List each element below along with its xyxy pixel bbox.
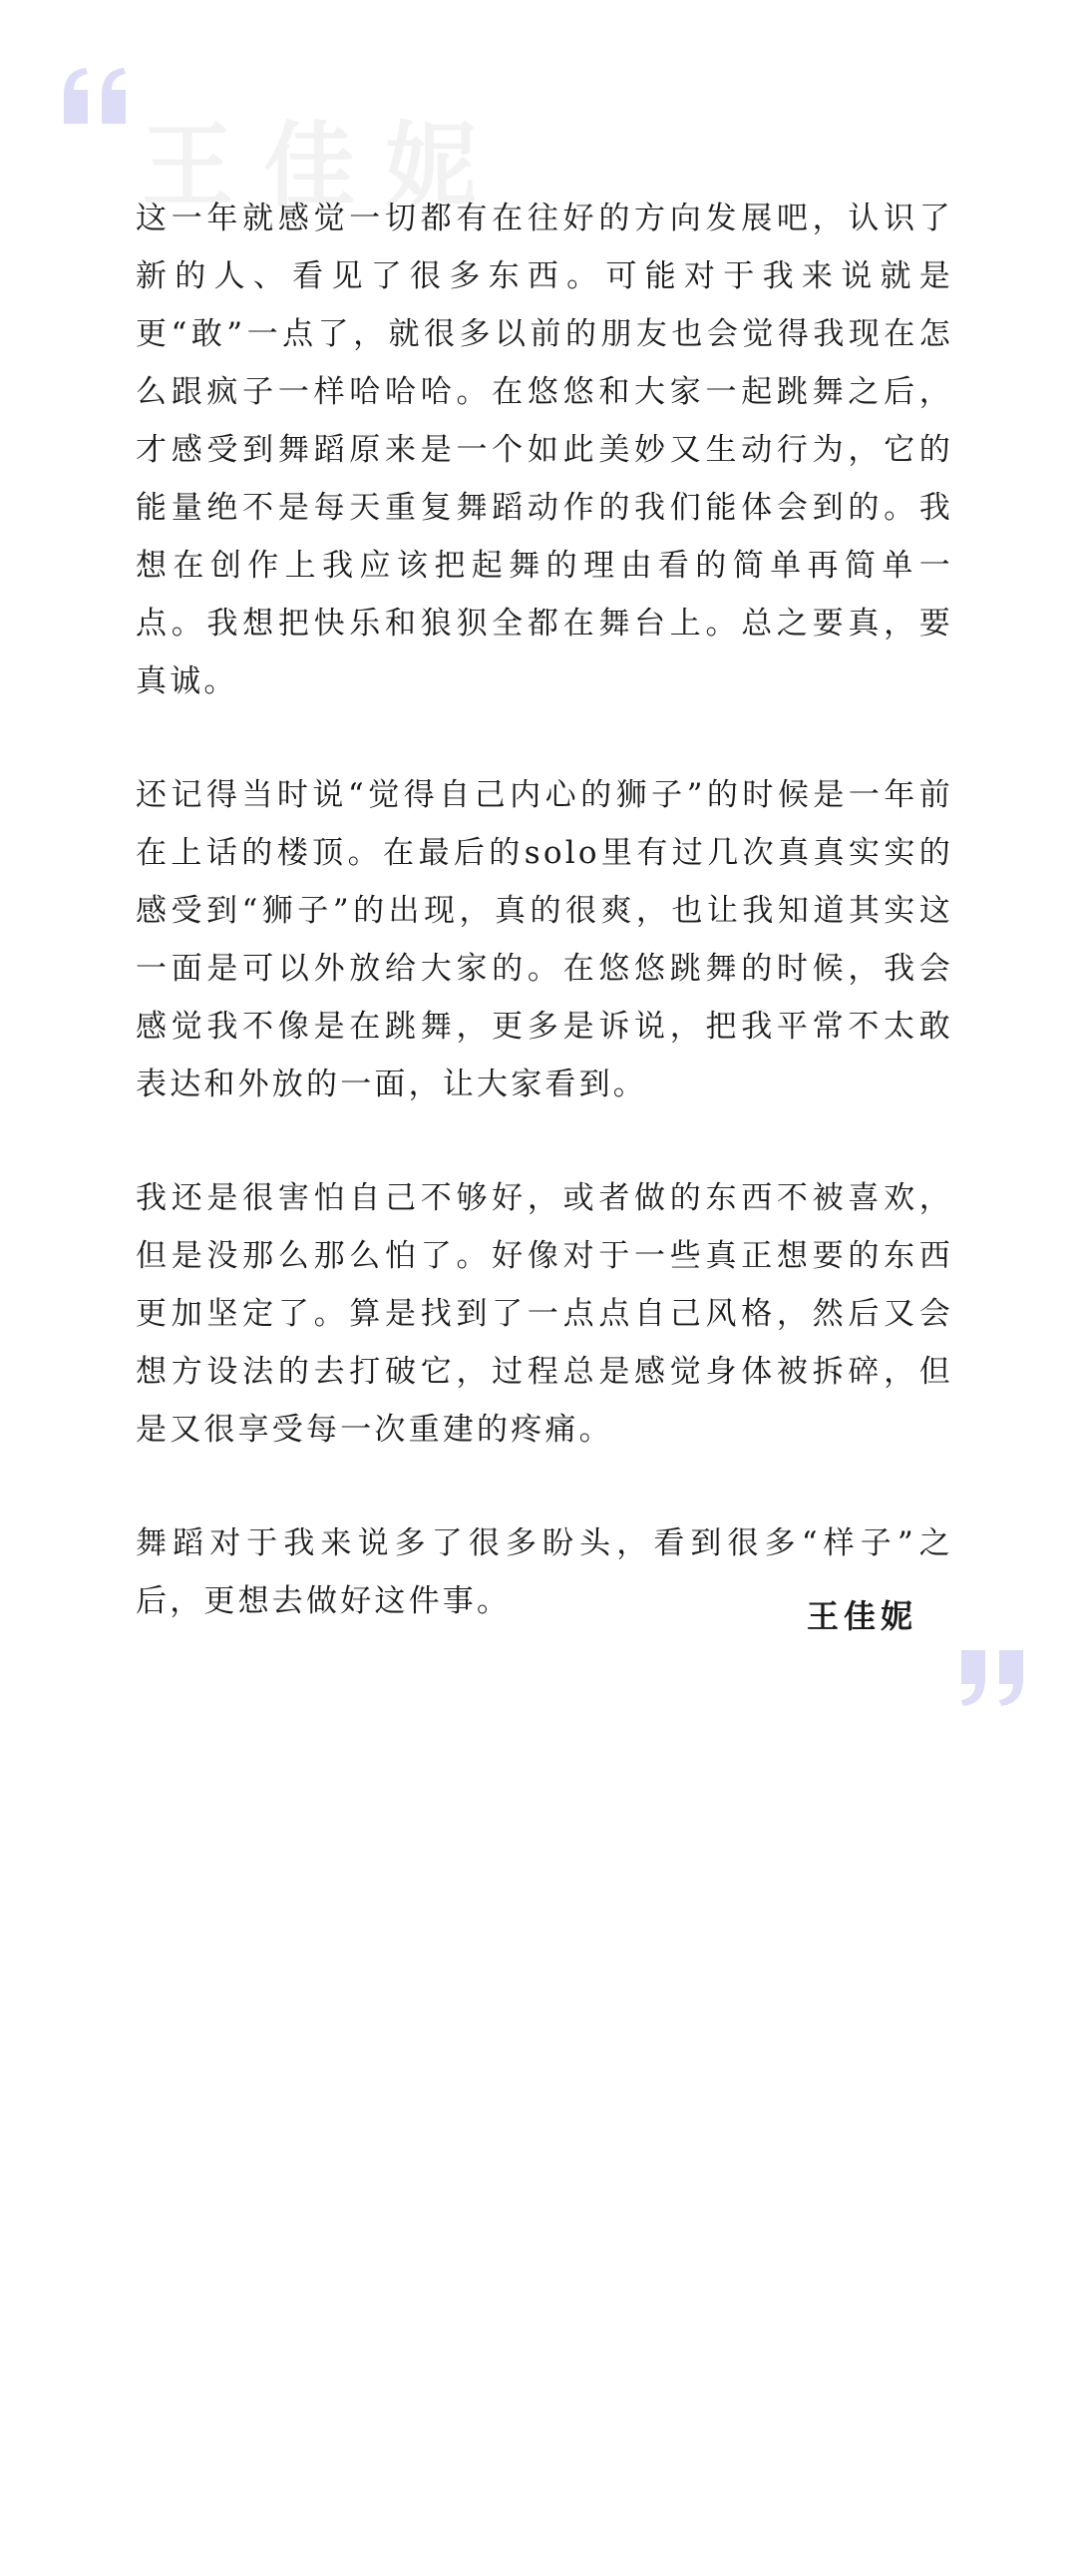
article-body	[136, 190, 953, 1686]
paragraph-3: 我还是很害怕自己不够好，或者做的东西不被喜欢，但是没那么那么怕了。好像对于一些真正想要的东西更加坚定了。算是找到了一点点自己风格，然后又会想方设法的去打破它，过程总是感觉身体被拆碎，但是又很享受每一次重建的疼痛。	[136, 1180, 953, 1448]
author-signature: 王佳妮	[806, 1597, 917, 1635]
close-quote-icon	[955, 1648, 1027, 1708]
watermark-name: 王佳妮	[142, 112, 508, 219]
paragraph-1: 这一年就感觉一切都有在往好的方向发展吧，认识了新的人、看见了很多东西。可能对于我来说就是更“敢”一点了，就很多以前的朋友也会觉得我现在怎么跟疯子一样哈哈哈。在悠悠和大家一起跳舞之后，才感受到舞蹈原来是一个如此美妙又生动行为，它的能量绝不是每天重复舞蹈动作的我们能体会到的。我想在创作上我应该把起舞的理由看的简单再简单一点。我想把快乐和狼狈全都在舞台上。总之要真，要真诚。	[136, 201, 953, 699]
open-quote-icon	[60, 66, 132, 126]
paragraph-4: 舞蹈对于我来说多了很多盼头，看到很多“样子”之后，更想去做好这件事。	[136, 1525, 953, 1619]
paragraph-2: 还记得当时说“觉得自己内心的狮子”的时候是一年前在上话的楼顶。在最后的solo里有过几次真真实实的感受到“狮子”的出现，真的很爽，也让我知道其实这一面是可以外放给大家的。在悠悠跳舞的时候，我会感觉我不像是在跳舞，更多是诉说，把我平常不太敢表达和外放的一面，让大家看到。	[136, 777, 953, 1102]
